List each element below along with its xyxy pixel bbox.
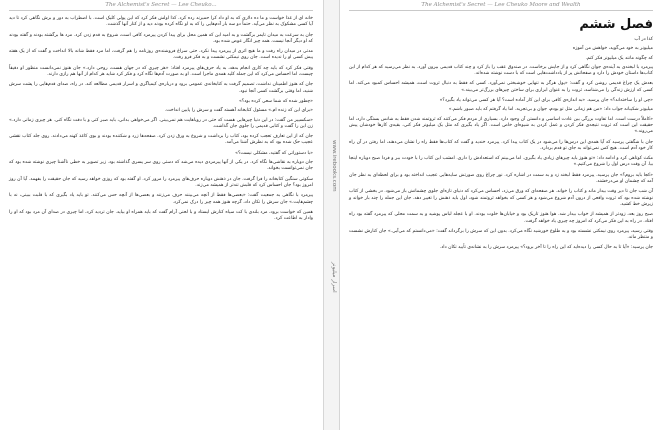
chapter-title: فصل ششم — [579, 17, 653, 32]
dialogue-line: «چطور شده که شما سعی کرده بود؟» — [238, 98, 313, 104]
page-gutter — [323, 0, 340, 430]
paragraph: صبح روز بعد، زودتر از همیشه از خواب بیدار شد. هوا هنوز تاریک بود و خیابان‌ها خلوت بودند. او با عجله لباس پوشید و به سمت محلی که پیرمرد گفته بود راه افتاد. در راه به این فکر می‌کرد که امروز چه چیزی یاد خواهد گرفت. — [349, 212, 653, 224]
dialogue-line: «چی او را ساخته‌اند؟» جان پرسید. «به اندازه‌ی کافی برای این کار آماده است؟ آیا هر کسی می‌تواند یاد بگیرد؟» — [439, 98, 653, 104]
paragraph: جان که هنوز اطمینان نداشت، تصمیم گرفت به کتابخانه‌ی عمومی برود و درباره‌ی کیمیاگری و اسرار قدیمی مطالعه کند. در راه، صدای قدم‌هایی را پشت سرش شنید، اما وقتی برگشت کسی آنجا نبود. — [9, 82, 313, 94]
paragraph: بعدش یک چراغ قدیمی روشن کرد و گفت: «پول هرگز به تنهایی خوشبختی نمی‌آورد. کسی که فقط به دنبال ثروت است، همیشه احساس کمبود می‌کند. اما کسی که ارزش زندگی را می‌شناسد، ثروت را به عنوان ابزاری برای ساختن چیزهای بزرگ‌تر می‌بیند.» — [349, 81, 653, 93]
paragraph: پیرمرد با نگاهی به جمعیت گفت: «بعضی‌ها فقط از آنچه می‌بینند حرف می‌زنند و بعضی‌ها از آنچه حس می‌کنند. تو باید یاد بگیری که با قلبت ببینی، نه با چشم‌هایت.» جان سرش را تکان داد، گرچه هنوز همه چیز را درک نمی‌کرد. — [9, 193, 313, 205]
dialogue-line: «برای این که زنده ام.» مسئول کتابخانه آهسته گفت و سرش را پایین انداخت. — [164, 108, 313, 114]
right-page — [340, 0, 663, 430]
epigraph-line: که چگونه مانند یک میلیونر فکر کنم. — [585, 55, 653, 61]
running-header-right: The Alchemist's Secret — Lee Cheuko Moore and Wealth — [349, 2, 653, 11]
gutter-book-title: اسرار میلیونر — [331, 262, 337, 293]
paragraph: همین که خواست برود، مرد بلندی با کت سیاه کنارش ایستاد و با لحنی آرام گفت که باید همراه او بیاید. جان تردید کرد، اما چیزی در صدای آن مرد بود که او را وادار به اطاعت کرد. — [9, 209, 313, 222]
paragraph: مکث کوتاهی کرد و ادامه داد: «تو هنوز باید چیزهای زیادی یاد بگیری. اما می‌بینم که استعدادش را داری. امشب این کتاب را با خودت ببر و فردا صبح دوباره اینجا بیا. آن وقت درس اول را شروع می‌کنیم.» — [349, 156, 653, 168]
left-page-body — [9, 16, 313, 222]
paragraph: مدتی در میدان راه رفت و ما هیچ اثری از پیرمرد پیدا نکرد. حتی سراغ فروشنده‌ی روزنامه را هم گرفت، اما مرد فقط شانه بالا انداخت و گفت که از یک هفته پیش کسی او را ندیده است. جان روی نیمکتی نشست و به فکر فرو رفت. — [9, 49, 313, 61]
paragraph: پیرمرد با لبخندی به آینده‌ی جوان نگاهی کرد و از جایش برخاست. در صندوق عقب را باز کرد و چند کتاب قدیمی بیرون آورد. به نظر می‌رسید که هر کدام از این کتاب‌ها داستان خودش را دارد و صفحاتش پر از یادداشت‌هایی است که با دست نوشته شده‌اند. — [349, 64, 653, 77]
left-page — [0, 0, 323, 430]
running-header-left: The Alchemist's Secret — Lee Cheuko... — [9, 2, 313, 11]
paragraph: «سکسپیر من گفت: در این دنیا چیزهایی هست که حتی در رویاهایت هم نمی‌بینی. اگر می‌خواهی بدانی، باید صبر کنی و با دقت نگاه کنی. هر چیزی زمانی دارد.» زن این را گفت و کتابی قدیمی را جلوی جان گذاشت. — [9, 117, 313, 129]
paragraph: سکوتی سنگین کتابخانه را فرا گرفت. جان در ذهنش دوباره حرف‌های پیرمرد را مرور کرد. او گفته بود که روزی خواهد رسید که جان حقیقت را بفهمد. آیا آن روز امروز بود؟ جان احساس کرد که قلبش تندتر از همیشه می‌زند. — [9, 176, 313, 188]
paragraph: جان که از این تعارف تعجب کرده بود، کتاب را برداشت و شروع به ورق زدن کرد. صفحه‌ها زرد و شکننده بودند و بوی کاغذ کهنه می‌دادند. روی جلد کتاب نقشی عجیب حک شده بود که به نظرش آشنا می‌آمد. — [9, 134, 313, 146]
paragraph: آن شب جان تا دیر وقت بیدار ماند و کتاب را خواند. هر صفحه‌ای که ورق می‌زد، احساس می‌کرد که دنیای تازه‌ای جلوی چشمانش باز می‌شود. در بخشی از کتاب نوشته شده بود که ثروت واقعی از درون آدم شروع می‌شود و هر کسی که بخواهد ثروتمند شود، اول باید ذهنش را تغییر دهد. جان این جمله را چند بار خواند و زیرش خط کشید. — [349, 189, 653, 207]
paragraph: وقتی رسید، پیرمرد روی نیمکتی نشسته بود و به طلوع خورشید نگاه می‌کرد. بدون این که سرش را برگرداند گفت: «می‌دانستم که می‌آیی.» جان کنارش نشست و منتظر ماند. — [349, 228, 653, 241]
epigraph-line: میلیونر به خود می‌گوید، خواهش من آموزه — [572, 46, 653, 52]
dialogue-line: «با دستوراتی که گفتید، مشکلی نیست؟» — [235, 150, 313, 156]
paragraph: «کجا باید بروم؟» جان پرسید. پیرمرد فقط لبخند زد و به سمت در اشاره کرد. نور چراغ روی صورتش سایه‌هایی عجیب انداخته بود و برای لحظه‌ای به نظر جان آمد که چشمان او می‌درخشند. — [349, 172, 653, 185]
right-page-body — [349, 37, 653, 252]
dialogue-line: میلیونر شکیبانه جواب داد: «من هم زمانی مثل تو بودم، جوان و بی‌تجربه. اما یاد گرفتم که باید صبور باشم.» — [448, 107, 653, 113]
paragraph: جان با شگفتی پرسید که آیا همه‌ی این درس‌ها را می‌شود در یک کتاب پیدا کرد. پیرمرد خندید و گفت که کتاب‌ها فقط راه را نشان می‌دهند، اما رفتن در آن راه کار خود آدم است. هیچ کس نمی‌تواند به جای تو قدم بردارد. — [349, 139, 653, 151]
paragraph: وقتی فکر کرد که باید چه کاری انجام بدهد، به یاد حرف‌های پیرمرد افتاد: «هر چیزی که در جهان هست، روحی دارد.» جان هنوز نمی‌دانست منظور او دقیقاً چیست، اما احساس می‌کرد که این جمله کلید همه‌ی ماجرا است. او به صورت آدم‌ها نگاه کرد و فکر کرد شاید هر کدام از آنها هم رازی دارند. — [9, 65, 313, 78]
paragraph: جان پرسید: «آیا تا به حال کسی را دیده‌اید که این راه را تا آخر برود؟» پیرمرد سرش را به نشانه‌ی تأیید تکان داد. — [439, 245, 653, 251]
paragraph: «کاملاً درست است. اما تفاوت بزرگی بین عادت اساسی و دانستن آن وجود دارد. بسیاری از مردم فکر می‌کنند که ثروتمند شدن فقط به شانس بستگی دارد، اما حقیقت این است که ثروت نتیجه‌ی فکر کردن و عمل کردن به شیوه‌ای خاص است. اگر یاد بگیری که مثل یک میلیونر فکر کنی، بقیه‌ی کارها خودشان پیش می‌روند.» — [349, 116, 653, 135]
gutter-watermark: www.irebooks.com — [331, 140, 337, 192]
paragraph: خانه ای از غذا خواست و ما ده دلاری که به او داد کرا حمیرند رده کرد. کذا اولش فکر کرد که این پولی کلیک است. با اضطراب به دور و برش نگاهی کرد تا دید آیا کسی مشکوک به نظر می‌آید. حتماً دو سه بار آدم‌هایی را که به او نگاه کرده بودند دید و از کنار آنها گذشت. — [9, 16, 313, 28]
epigraph-line: کذا در آب — [634, 37, 653, 42]
paragraph: جان دوباره به نقاشی‌ها نگاه کرد. در یکی از آنها پیرمردی دیده می‌شد که دستی روی سر پسری گذاشته بود. زیر تصویر به خطی ناآشنا چیزی نوشته شده بود که جان نمی‌توانست بخواند. — [9, 160, 313, 172]
paragraph: جان به سرعت به میدان تایمز برگشت و به امید این که همین محل برای پیدا کردن پیرمرد کافی است، شروع به قدم زدن کرد. مرد ها برگشته بودند و گفته بودند که او دیگر آنجا نیست. همه چیز انگار عوض شده بود. — [9, 32, 313, 44]
